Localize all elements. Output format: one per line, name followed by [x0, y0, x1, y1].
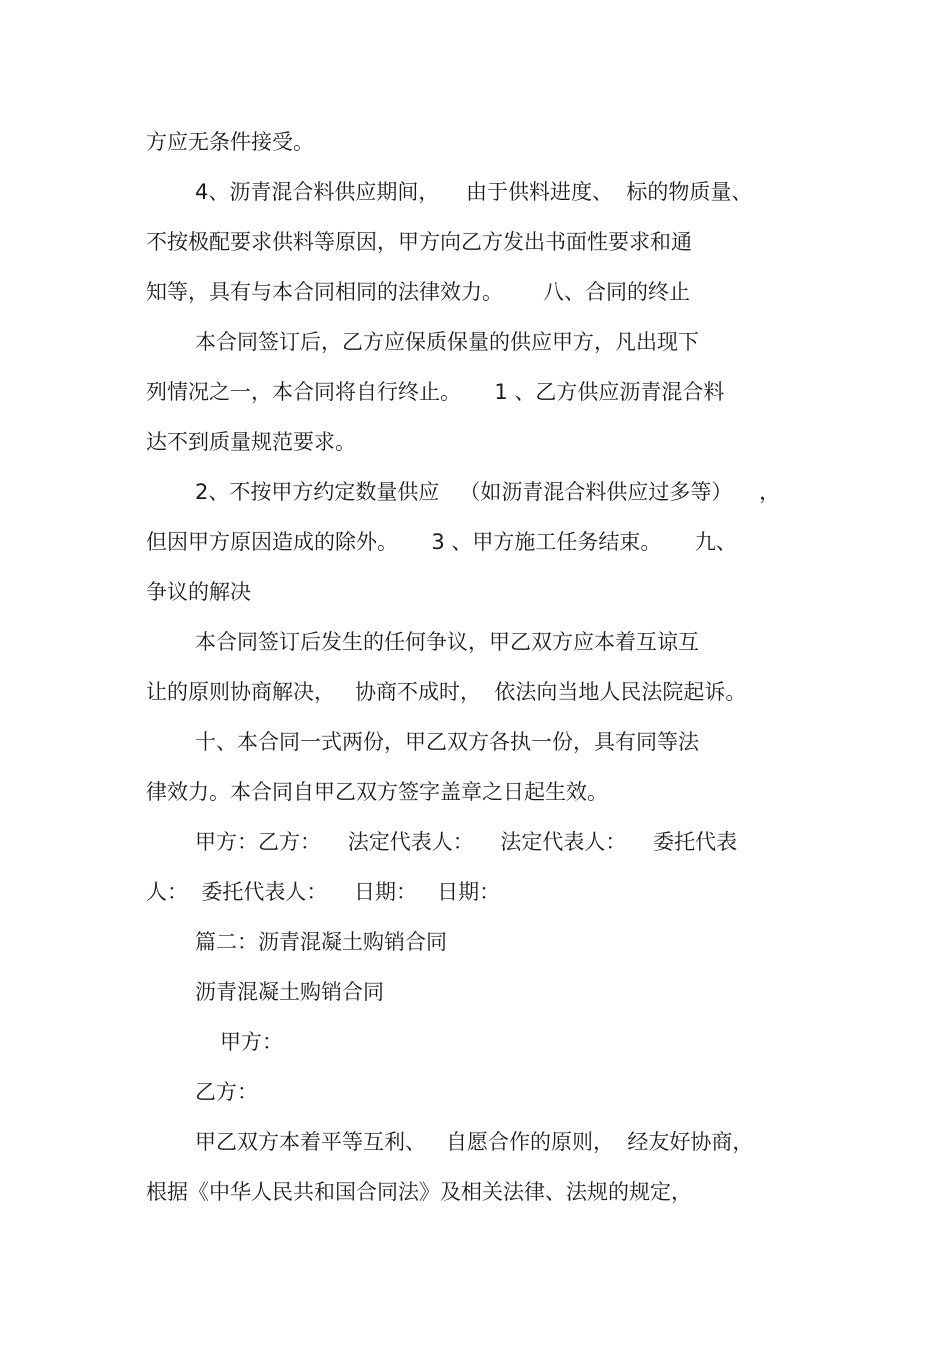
text-line: 达不到质量规范要求。	[146, 430, 356, 454]
text-line: 本合同签订后，乙方应保质保量的供应甲方，凡出现下	[195, 330, 699, 354]
text-line: 甲方：乙方： 法定代表人： 法定代表人： 委托代表	[195, 830, 738, 854]
text-line: 律效力。本合同自甲乙双方签字盖章之日起生效。	[146, 780, 608, 804]
party-a-label: 甲方：	[220, 1030, 283, 1054]
text-line: 4、沥青混合料供应期间， 由于供料进度、 标的物质量、	[195, 180, 753, 204]
text-line: 本合同签订后发生的任何争议，甲乙双方应本着互谅互	[195, 630, 699, 654]
document-title: 沥青混凝土购销合同	[195, 980, 384, 1004]
text-line: 2、不按甲方约定数量供应 （如沥青混合料供应过多等） ，	[195, 480, 781, 504]
party-b-label: 乙方：	[195, 1080, 258, 1104]
text-line: 根据《中华人民共和国合同法》及相关法律、法规的规定，	[146, 1180, 692, 1204]
text-line: 列情况之一，本合同将自行终止。 1 、乙方供应沥青混合料	[146, 380, 725, 404]
text-line: 人： 委托代表人： 日期： 日期：	[146, 880, 501, 904]
text-line: 不按极配要求供料等原因，甲方向乙方发出书面性要求和通	[146, 230, 692, 254]
text-line: 争议的解决	[146, 580, 251, 604]
text-line: 知等，具有与本合同相同的法律效力。 八、合同的终止	[146, 280, 691, 304]
text-line: 甲乙双方本着平等互利、 自愿合作的原则， 经友好协商，	[195, 1130, 754, 1154]
text-line: 十、本合同一式两份，甲乙双方各执一份，具有同等法	[195, 730, 699, 754]
text-line: 方应无条件接受。	[146, 130, 314, 154]
text-line: 但因甲方原因造成的除外。 3 、甲方施工任务结束。 九、	[146, 530, 737, 554]
section-heading: 篇二：沥青混凝土购销合同	[195, 930, 447, 954]
text-line: 让的原则协商解决， 协商不成时， 依法向当地人民法院起诉。	[146, 680, 747, 704]
